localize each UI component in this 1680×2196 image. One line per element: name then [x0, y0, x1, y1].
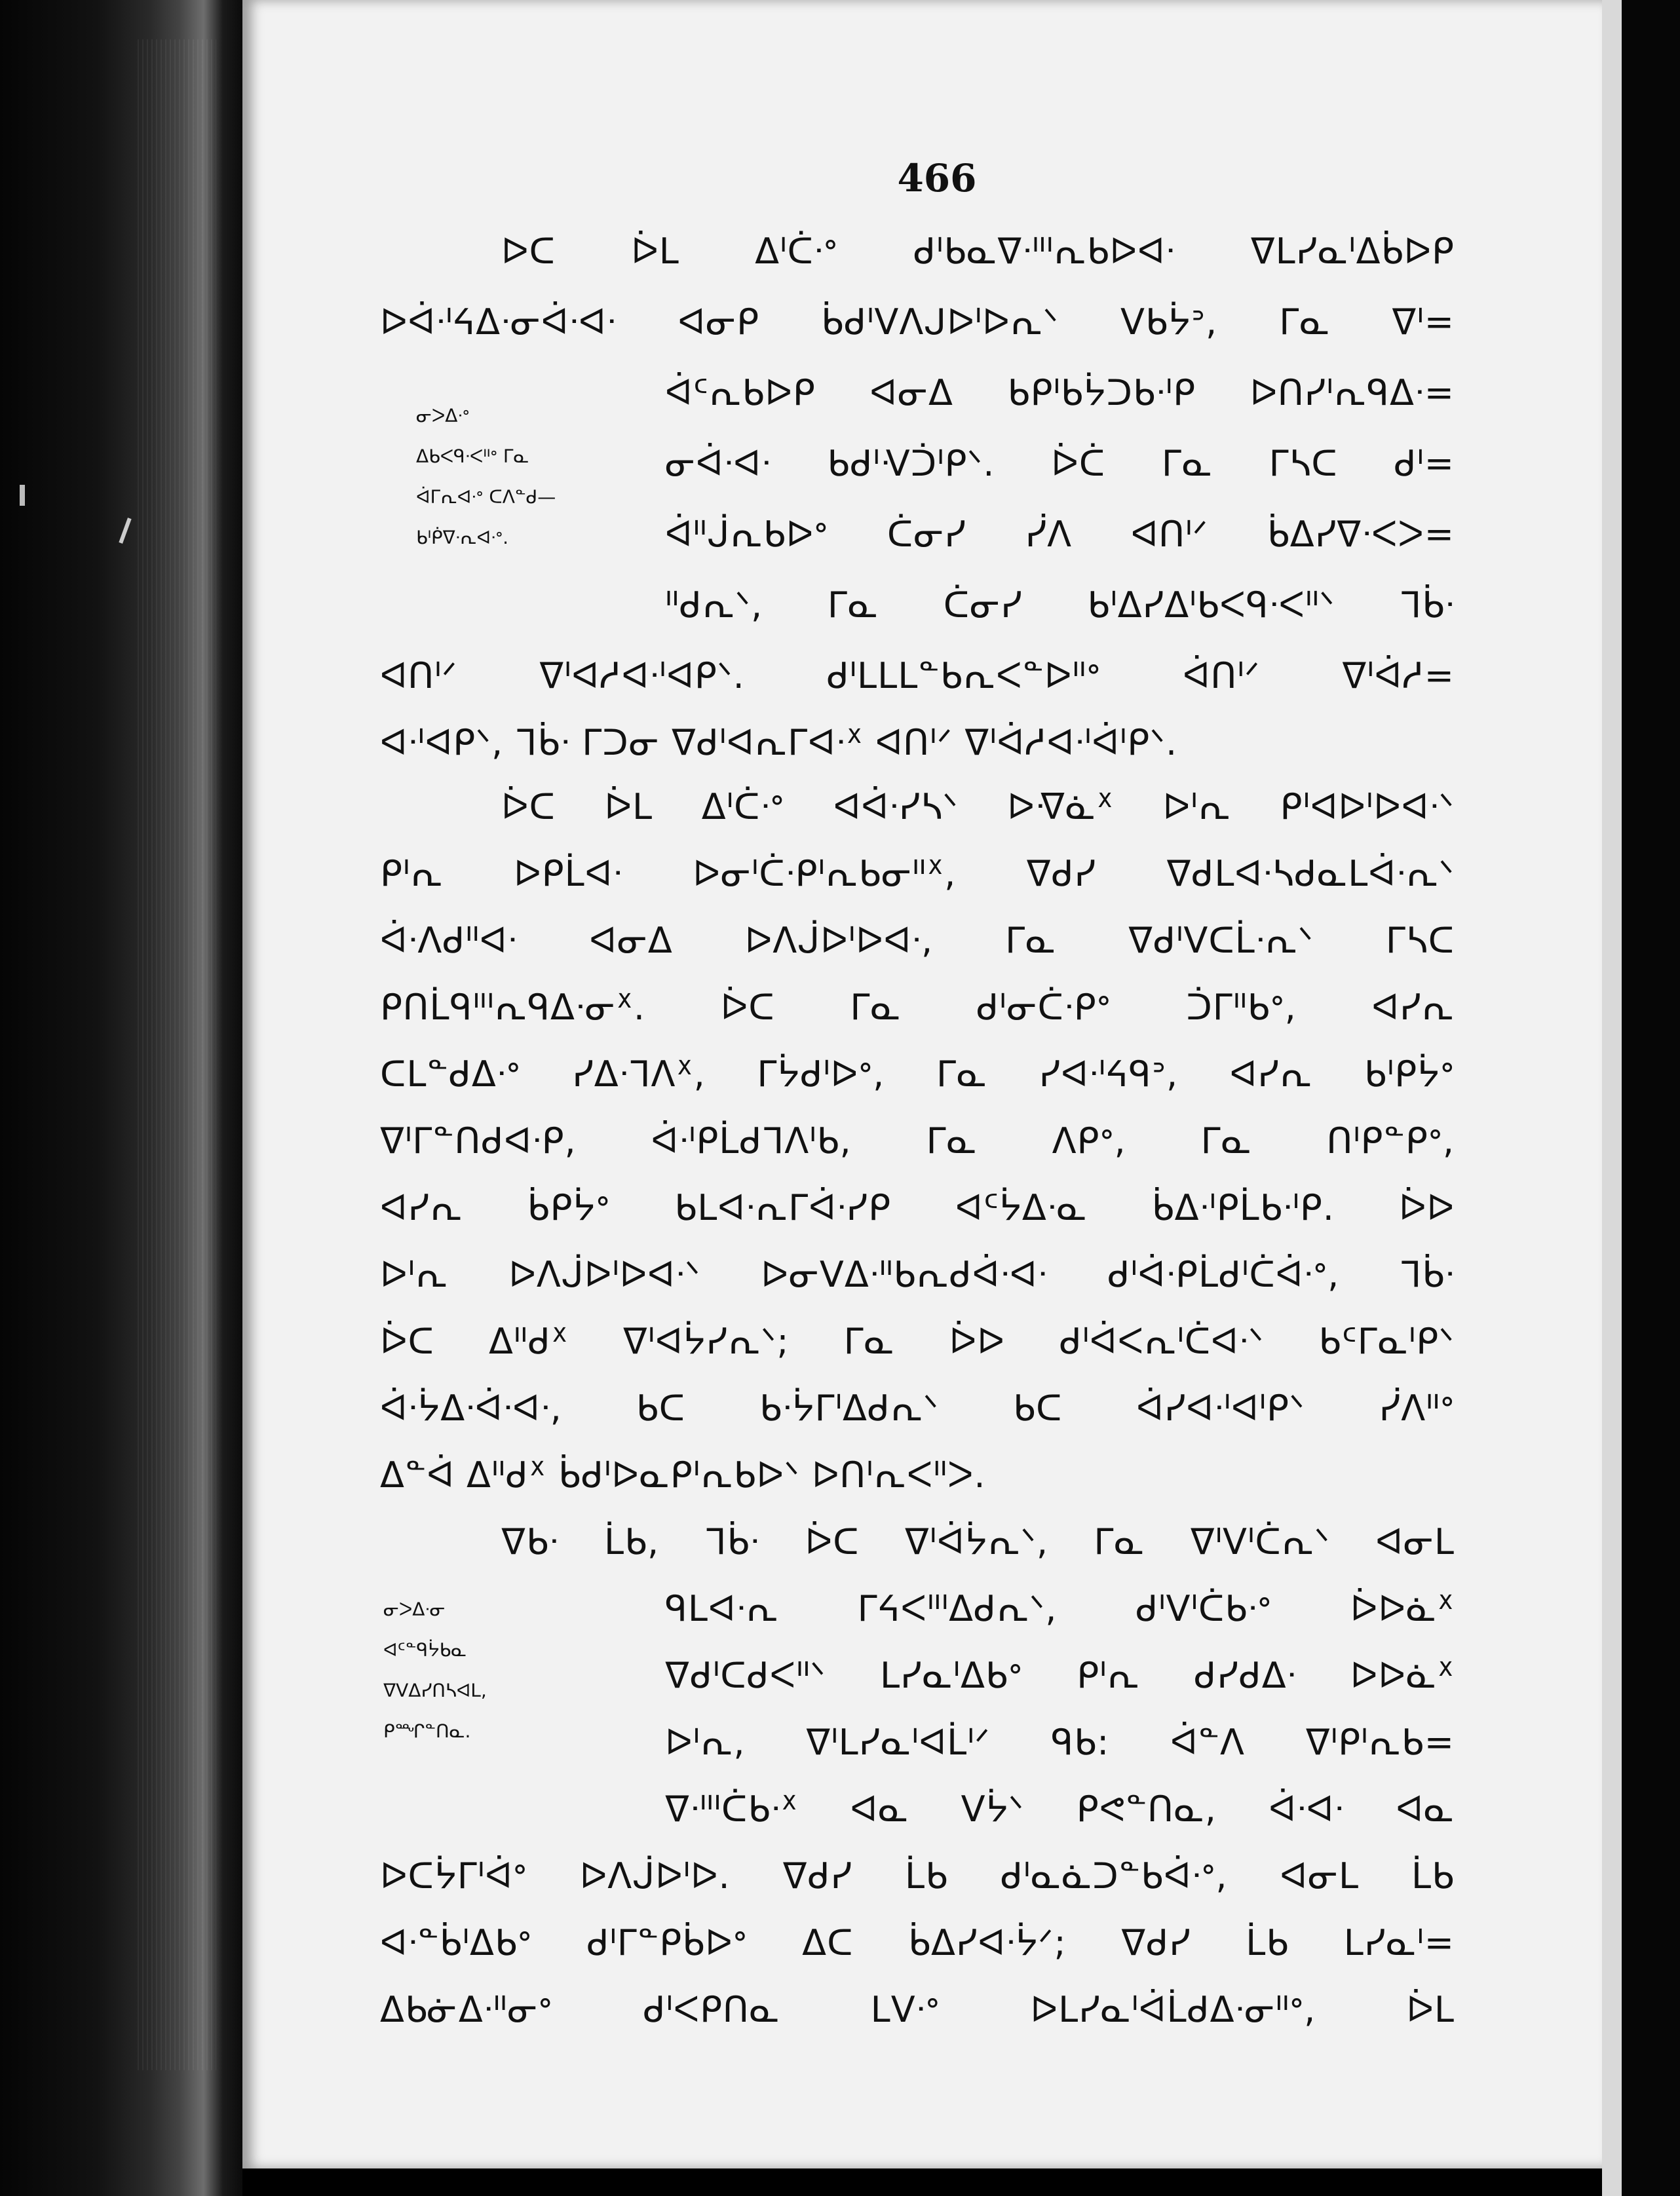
text-line: ᓂᐋᐧᐊᐧ ᑲᑯᑊᐺᑑᑊᑭᐠ. ᐆᑖ ᒥᓇ ᒥᓴᑕ ᑯᑊ=	[665, 443, 1455, 484]
text-line: ᐋᑦᕆᑲᐅᑭ ᐊᓂᐃ ᑲᑭᑊᑲᔮᑐᑲᐧᑊᑭ ᐅᑎᓯᑊᕆᑫᐃᐧ=	[665, 372, 1455, 413]
page-number: 466	[897, 156, 977, 200]
text-line: ᐅᑊᕆ ᐅᐱᒎᐅᑊᐅᐊᐧᐠ ᐅᓂᐯᐃᐧᐦᑲᕆᑯᐋᐧᐊᐧ ᑯᑊᐋᐧᑭᒫᑯᑊᑖᐋᐧᐤ, ᒣᑳᐧ	[380, 1254, 1455, 1295]
text-line: ᐆᑕ ᐃᐦᑯᕽ ᐁᑊᐊᔮᓯᕆᐠ; ᒥᓇ ᐆᐅ ᑯᑊᐋᐸᕆᑊᑖᐊᐧᐠ ᑲᑦᒥᓇᑊᑭᐠ	[380, 1321, 1455, 1362]
text-line: ᐁᐧᐦᑊᑖᑲᐧᕽ ᐊᓇ ᐯᔮᐠ ᑭᕙᓐᑎᓇ, ᐋᐧᐊᐧ ᐊᓇ	[665, 1789, 1455, 1830]
text-line: ᐋᐧᐱᑯᐦᐊᐧ ᐊᓂᐃ ᐅᐱᒎᐅᑊᐅᐊᐧ, ᒥᓇ ᐁᑯᑊᐯᑕᒫᐧᕆᐠ ᒥᓴᑕ	[380, 920, 1455, 961]
sidenote-line: ᐁᐯᐃᓯᑎᓴᐊᒪ,	[383, 1680, 487, 1701]
text-line: ᐊᓯᕆ ᑳᑭᔮᐤ ᑲᒪᐊᐧᕆᒥᐋᐧᓯᑭ ᐊᑦᔮᐃᐧᓇ ᑳᐃᐧᑊᑭᒫᑲᐧᑊᑭ. ᐆᐅ	[380, 1187, 1455, 1228]
text-line: ᑫᒪᐊᐧᕆ ᒥᔦᐸᐦᑊᐃᑯᕆᐠ, ᑯᑊᐯᑊᑖᑲᐧᐤ ᐆᐅᓈᕽ	[665, 1588, 1455, 1629]
text-line: ᐊᐧᑊᐊᑭᐠ, ᒣᑳᐧ ᒥᑐᓂ ᐁᑯᑊᐊᕆᒥᐊᐧᕽ ᐊᑎᑊᐟ ᐁᑊᐋᓱᐊᐧᑊᐋᑊᑭᐠ.	[380, 722, 1178, 763]
sidenote-line: ᐃᑲᐸᑫᐧᐸᐦᐤ ᒥᓇ	[416, 445, 529, 467]
text-line: ᐁᑲᐧ ᒫᑲ, ᒣᑳᐧ ᐆᑕ ᐁᑊᐋᔮᕆᐠ, ᒥᓇ ᐁᑊᐯᑊᑖᕆᐠ ᐊᓂᒪ	[501, 1521, 1455, 1562]
text-line: ᐆᑕ ᐆᒪ ᐃᑊᑖᐧᐤ ᐊᐋᐧᓯᓴᐠ ᐅᐌᓈᕽ ᐅᑊᕆ ᑭᑊᐊᐅᑊᐅᐊᐧᐠ	[501, 786, 1455, 827]
sidenote-line: ᓂᐳᐃᐧᐤ	[416, 405, 470, 426]
sidenote-line: ᐊᑦᓐᑫᔮᑲᓇ	[383, 1639, 467, 1661]
scan-mark	[20, 485, 25, 506]
sidenote-line: ᑲᑊᑮᐁᐧᕆᐊᐧᐤ.	[416, 527, 509, 548]
text-line: ᑕᒪᓐᑯᐃᐧᐤ ᓯᐃᐧᒣᐱᕽ, ᒥᔮᑯᑊᐅᐤ, ᒥᓇ ᓯᐊᐧᑊᔦᑫᐣ, ᐊᓯᕆ ᑲᑊᑭᔮᐤ	[380, 1053, 1455, 1095]
text-line: ᐅᑊᕆ, ᐁᑊᒪᓯᓇᑊᐊᒫᑊᐟ ᑫᑲ: ᐋᓐᐱ ᐁᑊᑭᑊᕆᑲ=	[665, 1722, 1455, 1763]
sidenote-line: ᑭᙱᓐᑎᓇ.	[383, 1720, 471, 1742]
text-line: ᐅᐋᐧᑊᔦᐃᐧᓂᐋᐧᐊᐧ ᐊᓂᑭ ᑳᑯᑊᐯᐱᒍᐅᑊᐅᕆᐠ ᐯᑲᔮᐣ, ᒥᓇ ᐁᑊ=	[380, 301, 1455, 343]
page-stack-edges	[138, 39, 216, 2070]
text-line: ᐦᑯᕆᐠ, ᒥᓇ ᑖᓂᓯ ᑲᑊᐃᓯᐃᑊᑲᐸᑫᐧᐸᐦᐠ ᒣᑳᐧ	[665, 584, 1455, 626]
text-line: ᐊᑎᑊᐟ ᐁᑊᐊᓱᐊᐧᑊᐊᑭᐠ. ᑯᑊᒪᒪᒪᓐᑲᕆᐸᓐᐅᐦᐤ ᐋᑎᑊᐟ ᐁᑊᐋᓱ=	[380, 655, 1455, 696]
sidenote-line: ᓂᐳᐃᐧᓂ	[383, 1599, 446, 1620]
text-line: ᐃᓐᐋ ᐃᐦᑯᕽ ᑳᑯᑊᐅᓇᑭᑊᕆᑲᐅᐠ ᐅᑎᑊᕆᐸᐦᐳ.	[380, 1454, 986, 1496]
text-line: ᑭᑎᒫᑫᐦᑊᕆᑫᐃᐧᓂᕽ. ᐆᑕ ᒥᓇ ᑯᑊᓂᑖᐧᑭᐤ ᑑᒥᐦᑲᐤ, ᐊᓯᕆ	[380, 987, 1455, 1028]
text-line: ᐅᑕᔮᒥᑊᐋᐤ ᐅᐱᒎᐅᑊᐅ. ᐁᑯᓯ ᒫᑲ ᑯᑊᓇᓈᑐᓐᑲᐋᐧᐤ, ᐊᓂᒪ ᒫᑲ	[380, 1855, 1455, 1897]
text-line: ᐅᑕ ᐆᒪ ᐃᑊᑖᐧᐤ ᑯᑊᑲᓇᐁᐧᐦᑊᕆᑲᐅᐊᐧ ᐁᒪᓯᓇᑊᐃᑳᐅᑭ	[501, 231, 1455, 272]
text-line: ᐋᐦᒎᕆᑲᐅᐤ ᑖᓂᓯ ᓰᐱ ᐊᑎᑊᐟ ᑳᐃᓯᐁᐧᐸᐳ=	[665, 514, 1455, 555]
scan-right-shadow	[1622, 0, 1680, 2196]
text-line: ᑭᑊᕆ ᐅᑭᒫᐊᐧ ᐅᓂᑊᑖᐧᑭᑊᕆᑲᓂᐦᕽ, ᐁᑯᓯ ᐁᑯᒪᐊᐧᓴᑯᓇᒪᐋᐧᕆᐠ	[380, 853, 1455, 894]
text-line: ᐃᑲᓃᐃᐧᐦᓂᐤ ᑯᑊᐸᑭᑎᓇ ᒪᐯᐧᐤ ᐅᒪᓯᓇᑊᐋᒫᑯᐃᐧᓂᐦᐤ, ᐆᒪ	[380, 1989, 1455, 2030]
text-line: ᐊᐧᓐᑳᑊᐃᑲᐤ ᑯᑊᒥᓐᑭᑳᐅᐤ ᐃᑕ ᑳᐃᓯᐊᐧᔮᐟ; ᐁᑯᓯ ᒫᑲ ᒪᓯᓇᑊ=	[380, 1922, 1455, 1963]
text-line: ᐁᑯᑊᑕᑯᐸᐦᐠ ᒪᓯᓇᑊᐃᑲᐤ ᑭᑊᕆ ᑯᓯᑯᐃᐧ ᐅᐅᓈᕽ	[665, 1655, 1455, 1696]
text-line: ᐁᑊᒥᓐᑎᑯᐊᐧᑭ, ᐋᐧᑊᑭᒫᑯᒣᐱᑊᑲ, ᒥᓇ ᐱᑭᐤ, ᒥᓇ ᑎᑊᑭᓐᑭᐤ,	[380, 1120, 1455, 1162]
text-line: ᐋᐧᔮᐃᐧᐋᐧᐊᐧ, ᑲᑕ ᑲᐧᔮᒥᑊᐃᑯᕆᐠ ᑲᑕ ᐋᓯᐊᐧᑊᐊᑊᑭᐠ ᓰᐱᐦᐤ	[380, 1388, 1455, 1429]
sidenote-line: ᐋᒥᕆᐊᐧᐤ ᑕᐱᓐᑯ—	[416, 486, 556, 508]
